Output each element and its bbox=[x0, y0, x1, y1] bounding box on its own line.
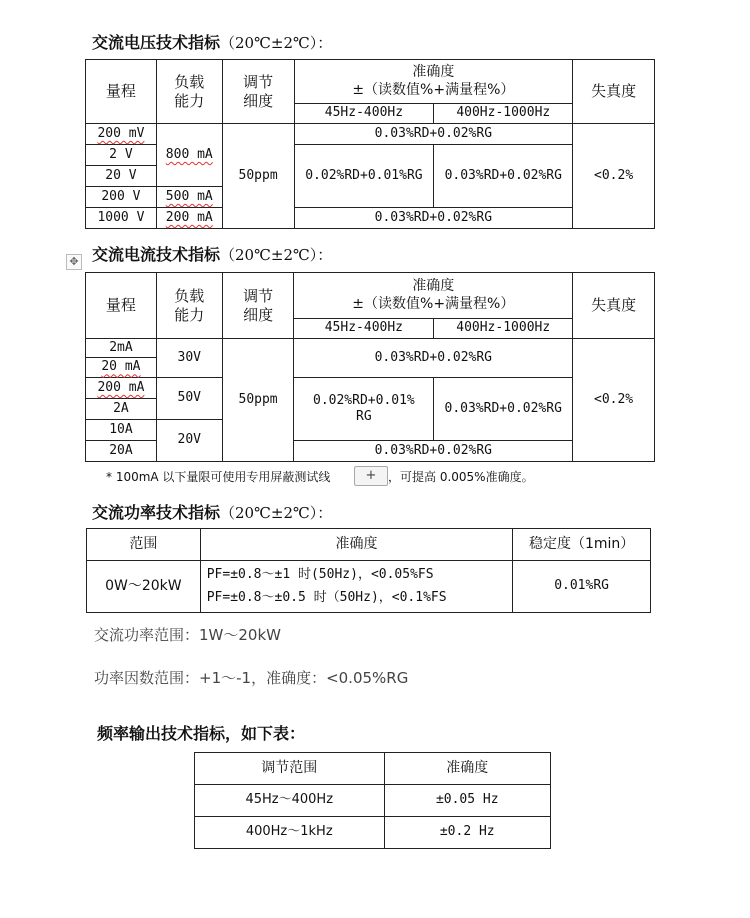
accuracy-cell-full: 0.03%RD+0.02%RG bbox=[294, 339, 573, 378]
band-header-2: 400Hz-1000Hz bbox=[434, 104, 573, 124]
load-cell bbox=[156, 208, 222, 229]
load-value: 500 mA bbox=[165, 188, 213, 204]
accuracy-cell-band1: 0.02%RD+0.01%RG bbox=[294, 145, 434, 208]
current-table bbox=[85, 272, 655, 462]
load-cell: 20V bbox=[156, 420, 222, 462]
accuracy-cell-full: 0.03%RD+0.02%RG bbox=[294, 441, 573, 462]
col-header-range: 量程 bbox=[86, 273, 157, 339]
accuracy-cell-band2: 0.03%RD+0.02%RG bbox=[434, 145, 573, 208]
col-header-load-text: 负载能力 bbox=[174, 72, 205, 110]
range-cell: 2mA bbox=[86, 339, 157, 358]
band-header-1: 45Hz-400Hz bbox=[294, 319, 434, 339]
range-value: 200 mA bbox=[97, 379, 145, 395]
col-header-accuracy: 准确度 bbox=[384, 753, 551, 785]
current-heading bbox=[92, 242, 332, 265]
col-header-adjust bbox=[222, 273, 294, 339]
range-cell: 2A bbox=[86, 399, 157, 420]
load-cell: 30V bbox=[156, 339, 222, 378]
power-table bbox=[86, 528, 651, 613]
range-cell: 20 V bbox=[86, 166, 157, 187]
current-heading-condition: （20℃±2℃）： bbox=[220, 246, 333, 264]
range-cell bbox=[86, 378, 157, 399]
power-stability-cell: 0.01%RG bbox=[513, 561, 651, 613]
current-heading-title: 交流电流技术指标 bbox=[92, 245, 221, 264]
accuracy-subtitle: ±（读数值%+满量程%） bbox=[352, 81, 515, 98]
frequency-range-cell: 45Hz～400Hz bbox=[195, 785, 385, 817]
power-heading-title: 交流功率技术指标 bbox=[92, 503, 221, 522]
load-value: 800 mA bbox=[165, 146, 213, 162]
col-header-accuracy bbox=[294, 60, 573, 104]
col-header-stability: 稳定度（1min） bbox=[513, 529, 651, 561]
col-header-load-text: 负载能力 bbox=[174, 286, 205, 324]
voltage-table bbox=[85, 59, 655, 229]
power-range-cell: 0W～20kW bbox=[87, 561, 201, 613]
range-cell bbox=[86, 124, 157, 145]
band-header-2: 400Hz-1000Hz bbox=[434, 319, 573, 339]
col-header-adjust-text: 调节细度 bbox=[243, 72, 274, 110]
current-note bbox=[106, 468, 330, 485]
col-header-adjust bbox=[222, 60, 294, 124]
col-header-distortion: 失真度 bbox=[573, 273, 655, 339]
accuracy-title: 准确度 bbox=[412, 278, 455, 294]
power-accuracy-line: PF=±0.8～±0.5 时（50Hz)，<0.1%FS bbox=[206, 589, 447, 605]
accuracy-subtitle: ±（读数值%+满量程%） bbox=[352, 295, 515, 312]
range-cell: 20A bbox=[86, 441, 157, 462]
adjust-cell: 50ppm bbox=[222, 124, 294, 229]
move-arrows-icon[interactable]: ✥ bbox=[66, 254, 82, 270]
load-cell bbox=[156, 187, 222, 208]
load-cell: 50V bbox=[156, 378, 222, 420]
pf-range-text: 功率因数范围：+1～-1，准确度：<0.05%RG bbox=[94, 669, 409, 687]
accuracy-cell-band2: 0.03%RD+0.02%RG bbox=[434, 378, 573, 441]
distortion-cell: <0.2% bbox=[573, 339, 655, 462]
col-header-load bbox=[156, 273, 222, 339]
load-cell bbox=[156, 124, 222, 187]
current-note-right bbox=[388, 468, 534, 485]
col-header-range: 调节范围 bbox=[195, 753, 385, 785]
accuracy-title: 准确度 bbox=[412, 64, 455, 80]
range-value: 20 mA bbox=[101, 359, 141, 375]
voltage-heading-condition: （20℃±2℃）： bbox=[220, 34, 333, 52]
note-left-text: * 100mA 以下量限可使用专用屏蔽测试线 bbox=[106, 470, 331, 484]
power-accuracy-cell bbox=[200, 561, 513, 613]
load-value: 200 mA bbox=[165, 209, 213, 225]
frequency-accuracy-cell: ±0.05 Hz bbox=[384, 785, 551, 817]
col-header-accuracy bbox=[294, 273, 573, 319]
adjust-cell: 50ppm bbox=[222, 339, 294, 462]
power-heading-condition: （20℃±2℃）： bbox=[220, 504, 333, 522]
accuracy-cell-full: 0.03%RD+0.02%RG bbox=[294, 208, 573, 229]
col-header-accuracy: 准确度 bbox=[200, 529, 513, 561]
add-button[interactable]: + bbox=[354, 466, 388, 486]
col-header-load bbox=[156, 60, 222, 124]
col-header-adjust-text: 调节细度 bbox=[243, 286, 274, 324]
frequency-heading: 频率输出技术指标，如下表： bbox=[97, 724, 306, 743]
col-header-range: 量程 bbox=[86, 60, 157, 124]
col-header-distortion: 失真度 bbox=[573, 60, 655, 124]
band-header-1: 45Hz-400Hz bbox=[294, 104, 434, 124]
power-range-text: 交流功率范围：1W～20kW bbox=[94, 626, 281, 644]
range-cell: 10A bbox=[86, 420, 157, 441]
col-header-range: 范围 bbox=[87, 529, 201, 561]
voltage-heading-title: 交流电压技术指标 bbox=[92, 33, 221, 52]
power-heading bbox=[92, 500, 332, 523]
range-cell: 1000 V bbox=[86, 208, 157, 229]
range-value: 200 mV bbox=[97, 125, 145, 141]
note-right-text: ，可提高 0.005%准确度。 bbox=[388, 470, 534, 484]
range-cell: 2 V bbox=[86, 145, 157, 166]
accuracy-cell-band1 bbox=[294, 378, 434, 441]
frequency-accuracy-cell: ±0.2 Hz bbox=[384, 817, 551, 849]
frequency-table bbox=[194, 752, 551, 849]
frequency-range-cell: 400Hz～1kHz bbox=[195, 817, 385, 849]
range-cell bbox=[86, 358, 157, 378]
accuracy-band1-text: 0.02%RD+0.01%RG bbox=[313, 392, 415, 424]
range-cell: 200 V bbox=[86, 187, 157, 208]
power-accuracy-line: PF=±0.8～±1 时(50Hz)，<0.05%FS bbox=[206, 567, 434, 583]
voltage-heading bbox=[92, 30, 332, 53]
distortion-cell: <0.2% bbox=[573, 124, 655, 229]
accuracy-cell-full: 0.03%RD+0.02%RG bbox=[294, 124, 573, 145]
